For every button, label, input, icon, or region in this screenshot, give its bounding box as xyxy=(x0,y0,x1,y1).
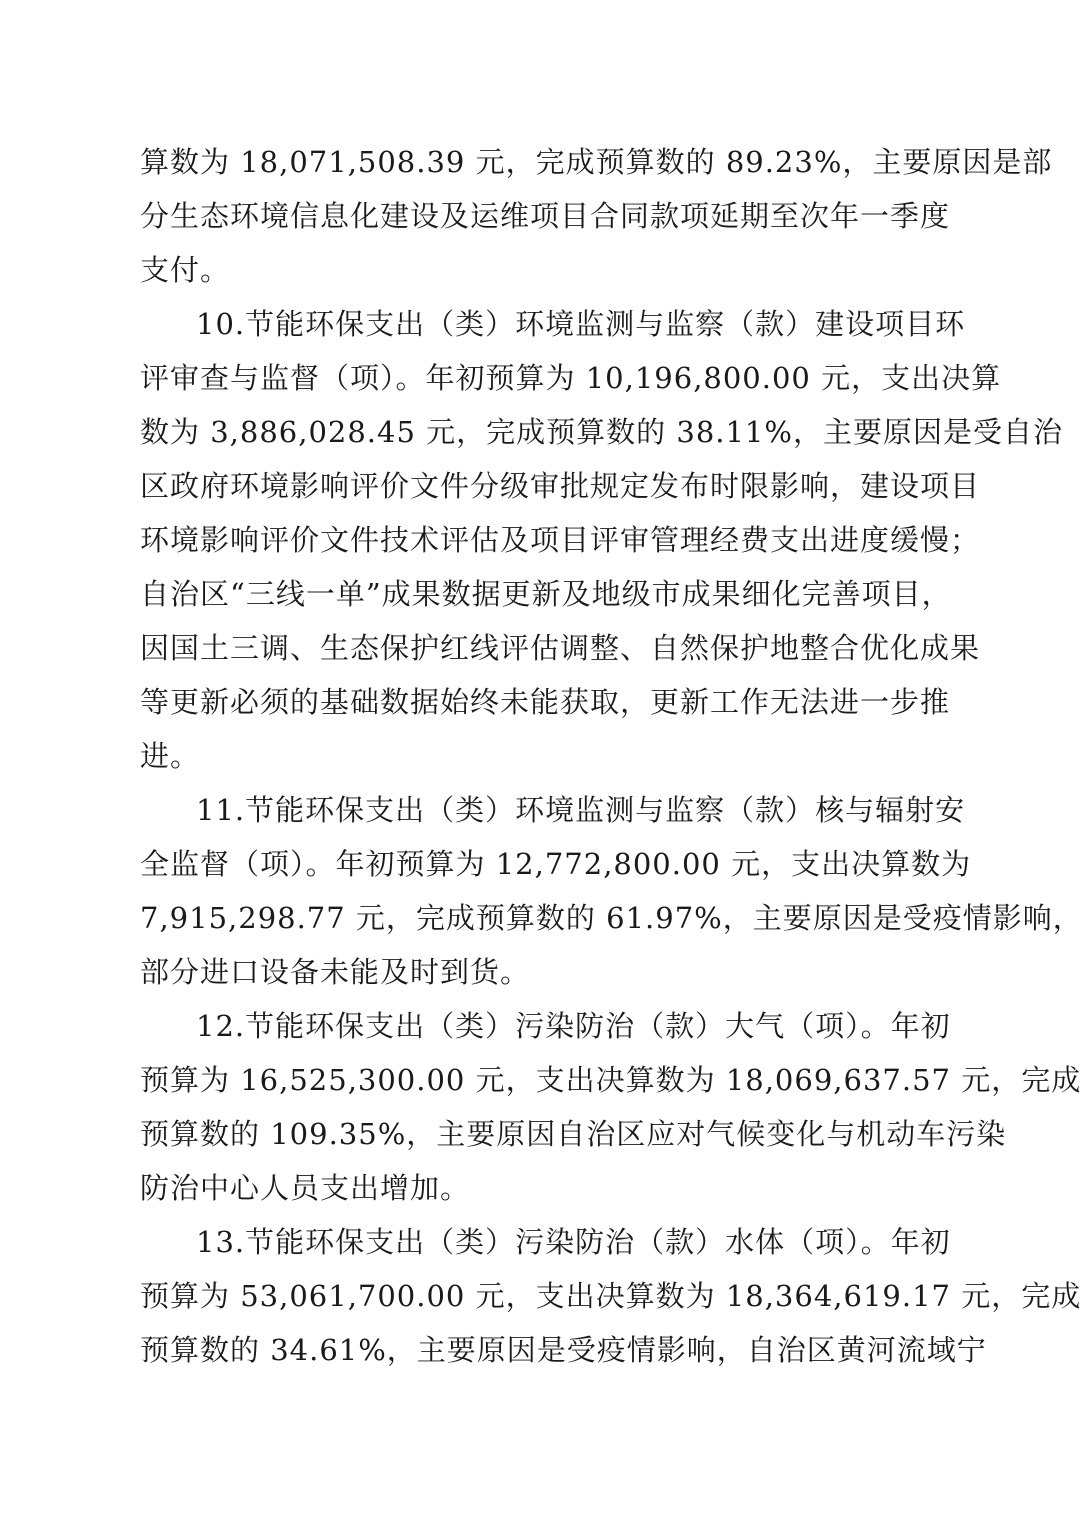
text-line: 因国土三调、生态保护红线评估调整、自然保护地整合优化成果 xyxy=(140,631,981,665)
paragraph-13 xyxy=(140,1215,1082,1377)
paragraph-11 xyxy=(140,783,1083,999)
text-line: 全监督（项）。年初预算为 12,772,800.00 元，支出决算数为 xyxy=(140,847,972,881)
text-line: 数为 3,886,028.45 元，完成预算数的 38.11%，主要原因是受自治 xyxy=(140,415,1063,449)
document-page xyxy=(140,135,1083,1377)
text-line: 预算数的 34.61%，主要原因是受疫情影响，自治区黄河流域宁 xyxy=(140,1333,987,1367)
text-line: 11.节能环保支出（类）环境监测与监察（款）核与辐射安 xyxy=(196,793,966,827)
text-line: 支付。 xyxy=(140,253,231,287)
text-line: 评审查与监督（项）。年初预算为 10,196,800.00 元，支出决算 xyxy=(140,361,1002,395)
text-line: 预算数的 109.35%，主要原因自治区应对气候变化与机动车污染 xyxy=(140,1117,1007,1151)
paragraph-12 xyxy=(140,999,1082,1215)
text-line: 环境影响评价文件技术评估及项目评审管理经费支出进度缓慢； xyxy=(140,523,981,557)
text-line: 13.节能环保支出（类）污染防治（款）水体（项）。年初 xyxy=(196,1225,951,1259)
text-line: 预算为 53,061,700.00 元，支出决算数为 18,364,619.17 元，完成 xyxy=(140,1279,1082,1313)
text-line: 等更新必须的基础数据始终未能获取，更新工作无法进一步推 xyxy=(140,685,951,719)
text-line: 预算为 16,525,300.00 元，支出决算数为 18,069,637.57 元，完成 xyxy=(140,1063,1082,1097)
text-line: 防治中心人员支出增加。 xyxy=(140,1171,471,1205)
text-line: 部分进口设备未能及时到货。 xyxy=(140,955,531,989)
text-line: 12.节能环保支出（类）污染防治（款）大气（项）。年初 xyxy=(196,1009,951,1043)
text-line: 10.节能环保支出（类）环境监测与监察（款）建设项目环 xyxy=(196,307,966,341)
paragraph-10 xyxy=(140,297,1063,783)
paragraph-1 xyxy=(140,135,1053,297)
text-line: 7,915,298.77 元，完成预算数的 61.97%，主要原因是受疫情影响， xyxy=(140,901,1083,935)
text-line: 区政府环境影响评价文件分级审批规定发布时限影响，建设项目 xyxy=(140,469,981,503)
text-line: 自治区“三线一单”成果数据更新及地级市成果细化完善项目， xyxy=(140,577,952,611)
text-line: 进。 xyxy=(140,739,201,773)
text-line: 分生态环境信息化建设及运维项目合同款项延期至次年一季度 xyxy=(140,199,951,233)
text-line: 算数为 18,071,508.39 元，完成预算数的 89.23%，主要原因是部 xyxy=(140,145,1053,179)
